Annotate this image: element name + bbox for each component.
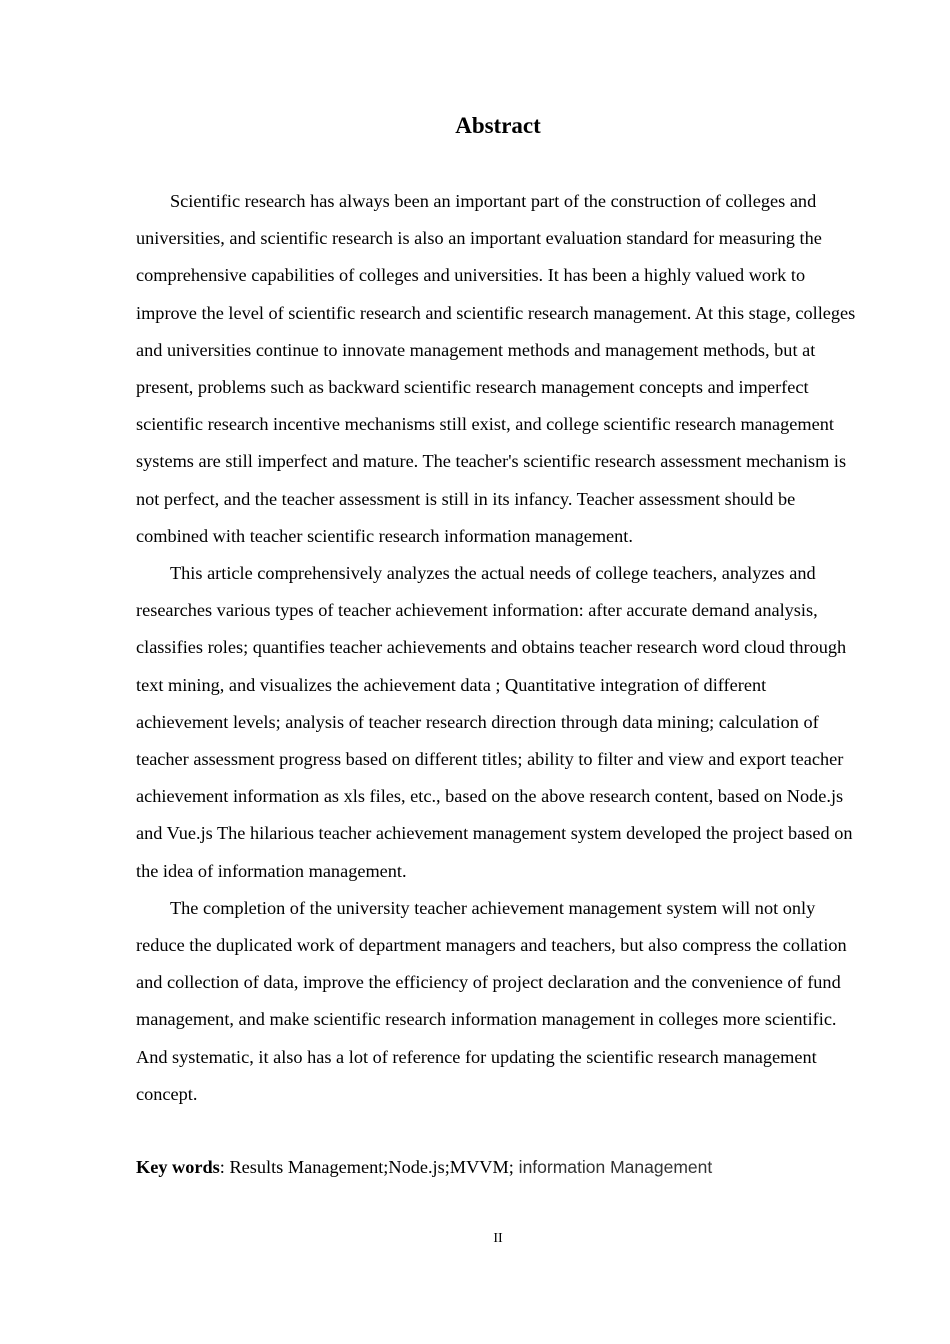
abstract-paragraph-3: The completion of the university teacher achievement management system will not only reduce the duplicated work of department managers and teachers, but also compress the collation and collection of data, improve the efficiency of project declaration and the convenience of fund management, and make scientific research information management in colleges more scientific. And systematic, it also has a lot of reference for updating the scientific research management concept.: [136, 897, 847, 1104]
keywords-last-item: information Management: [513, 1157, 713, 1177]
abstract-paragraph-2: This article comprehensively analyzes the actual needs of college teachers, analyzes and researches various types of teacher achievement information: after accurate demand analysis, classifies roles; quantifies teacher achievements and obtains teacher research word cloud through text mining, and visualizes the achievement data ; Quantitative integration of different achievement levels; analysis of teacher research direction through data mining; calculation of teacher assessment progress based on different titles; ability to filter and view and export teacher achievement information as xls files, etc., based on the above research content, based on Node.js and Vue.js The hilarious teacher achievement management system developed the project based on the idea of information management.: [136, 563, 853, 881]
page-number: II: [493, 1231, 503, 1246]
abstract-body: [136, 183, 860, 1113]
keywords-separator: :: [219, 1157, 230, 1177]
keywords-list: Results Management;Node.js;MVVM;: [229, 1157, 514, 1177]
keywords-line: [136, 1153, 860, 1181]
abstract-title: Abstract: [455, 113, 541, 138]
keywords-label: Key words: [136, 1157, 220, 1177]
abstract-paragraph-1: Scientific research has always been an important part of the construction of colleges and universities, and scientific research is also an important evaluation standard for measuring the comprehensive capabilities of colleges and universities. It has been a highly valued work to improve the level of scientific research and scientific research management. At this stage, colleges and universities continue to innovate management methods and management methods, but at present, problems such as backward scientific research management concepts and imperfect scientific research incentive mechanisms still exist, and college scientific research management systems are still imperfect and mature. The teacher's scientific research assessment mechanism is not perfect, and the teacher assessment is still in its infancy. Teacher assessment should be combined with teacher scientific research information management.: [136, 191, 856, 546]
